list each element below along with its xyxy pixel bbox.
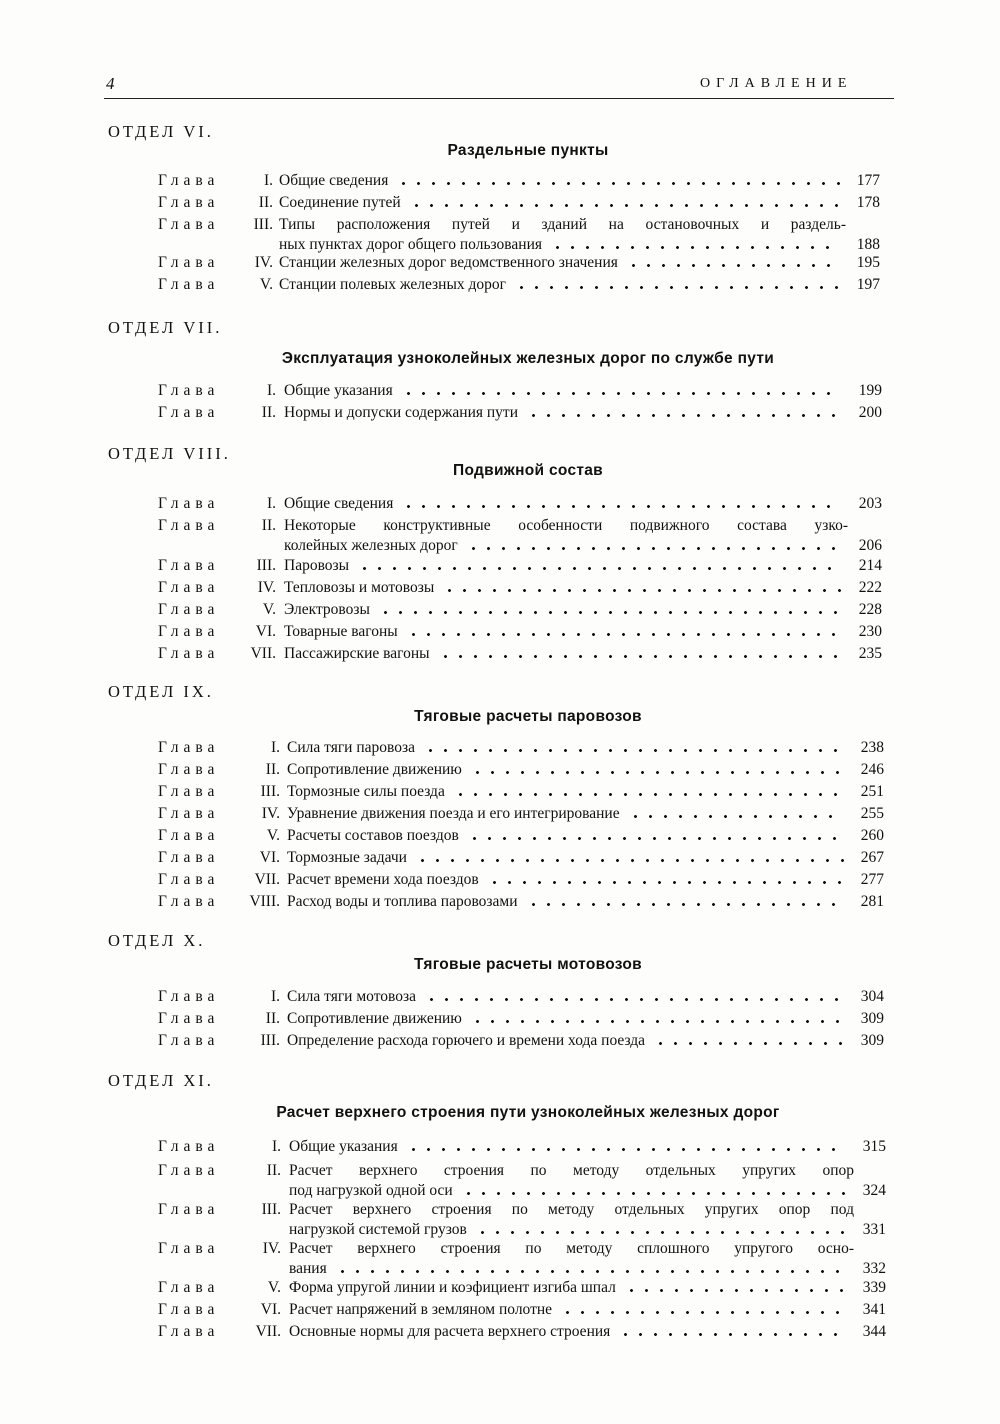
chapter-title-line: Некоторые конструктивные особенности подвижного состава узко- bbox=[284, 517, 848, 534]
chapter-title-line: Общие сведения bbox=[279, 172, 389, 189]
page-ref: 331 bbox=[862, 1221, 886, 1238]
chapter-title-line: Станции железных дорог ведомственного значения bbox=[279, 254, 618, 271]
toc-entry[interactable] bbox=[0, 803, 1000, 825]
toc-entry[interactable] bbox=[0, 1238, 1000, 1280]
department-title: Эксплуатация узноколейных железных дорог по службе пути bbox=[281, 350, 775, 367]
chapter-number: V. bbox=[267, 1279, 281, 1296]
chapter-title-line: Соединение путей bbox=[279, 194, 401, 211]
page-number: 4 bbox=[106, 74, 115, 93]
chapter-label: Глава bbox=[158, 1162, 220, 1179]
chapter-title-line: Общие указания bbox=[289, 1138, 398, 1155]
toc-entry[interactable] bbox=[0, 891, 1000, 913]
chapter-title-line: Типы расположения путей и зданий на остановочных и раздель- bbox=[279, 216, 846, 233]
page-ref: 251 bbox=[860, 783, 884, 800]
toc-entry[interactable] bbox=[0, 515, 1000, 557]
toc-entry[interactable] bbox=[0, 1008, 1000, 1030]
toc-entry[interactable] bbox=[0, 192, 1000, 214]
chapter-number: I. bbox=[266, 382, 276, 399]
dot-leader bbox=[470, 771, 844, 774]
dot-leader bbox=[406, 633, 842, 636]
page-ref: 238 bbox=[860, 739, 884, 756]
toc-entry[interactable] bbox=[0, 986, 1000, 1008]
chapter-label: Глава bbox=[158, 1323, 220, 1340]
page-ref: 199 bbox=[858, 382, 882, 399]
dot-leader bbox=[335, 1270, 846, 1273]
dot-leader bbox=[423, 749, 844, 752]
page-ref: 304 bbox=[860, 988, 884, 1005]
chapter-number: I. bbox=[266, 495, 276, 512]
chapter-label: Глава bbox=[158, 1010, 220, 1027]
chapter-number: VI. bbox=[260, 1301, 281, 1318]
chapter-number: II. bbox=[261, 517, 276, 534]
chapter-number: II. bbox=[261, 404, 276, 421]
department-label: ОТДЕЛ X. bbox=[108, 931, 206, 950]
chapter-number: IV. bbox=[257, 579, 276, 596]
toc-entry[interactable] bbox=[0, 599, 1000, 621]
chapter-title-line: Общие сведения bbox=[284, 495, 394, 512]
page-ref: 341 bbox=[862, 1301, 886, 1318]
chapter-title-line: вания bbox=[289, 1260, 327, 1277]
toc-entry[interactable] bbox=[0, 781, 1000, 803]
chapter-title-line: ных пунктах дорог общего пользования bbox=[279, 236, 543, 253]
chapter-number: II. bbox=[265, 1010, 280, 1027]
page-ref: 197 bbox=[856, 276, 880, 293]
toc-entry[interactable] bbox=[0, 402, 1000, 424]
page-ref: 230 bbox=[858, 623, 882, 640]
chapter-title-line: Сила тяги паровоза bbox=[287, 739, 415, 756]
dot-leader bbox=[467, 837, 844, 840]
chapter-title-line: Расчет верхнего строения по методу отдельных упругих опор под bbox=[289, 1201, 854, 1218]
department-title: Расчет верхнего строения пути узноколейных железных дорог bbox=[276, 1104, 780, 1121]
page-ref: 222 bbox=[858, 579, 882, 596]
toc-entry[interactable] bbox=[0, 621, 1000, 643]
chapter-number: VIII. bbox=[249, 893, 280, 910]
chapter-label: Глава bbox=[158, 276, 220, 293]
chapter-title-line: колейных железных дорог bbox=[284, 537, 458, 554]
chapter-label: Глава bbox=[158, 988, 220, 1005]
chapter-label: Глава bbox=[158, 849, 220, 866]
dot-leader bbox=[626, 264, 840, 267]
chapter-number: V. bbox=[259, 276, 273, 293]
toc-entry[interactable] bbox=[0, 825, 1000, 847]
chapter-title-line: под нагрузкой одной оси bbox=[289, 1182, 453, 1199]
toc-entry[interactable] bbox=[0, 737, 1000, 759]
page-ref: 206 bbox=[858, 537, 882, 554]
department-label: ОТДЕЛ VI. bbox=[108, 122, 214, 141]
chapter-label: Глава bbox=[158, 194, 220, 211]
department-title: Тяговые расчеты мотовозов bbox=[414, 956, 642, 973]
department-label: ОТДЕЛ XI. bbox=[108, 1071, 214, 1090]
chapter-title-line: Сила тяги мотовоза bbox=[287, 988, 416, 1005]
toc-entry[interactable] bbox=[0, 759, 1000, 781]
dot-leader bbox=[475, 1231, 846, 1234]
toc-entry[interactable] bbox=[0, 274, 1000, 296]
chapter-label: Глава bbox=[158, 557, 220, 574]
chapter-title-line: нагрузкой системой грузов bbox=[289, 1221, 467, 1238]
page-ref: 277 bbox=[860, 871, 884, 888]
chapter-number: II. bbox=[265, 761, 280, 778]
toc-entry[interactable] bbox=[0, 847, 1000, 869]
page-ref: 246 bbox=[860, 761, 884, 778]
dot-leader bbox=[526, 903, 844, 906]
chapter-label: Глава bbox=[158, 216, 220, 233]
toc-entry[interactable] bbox=[0, 214, 1000, 256]
chapter-title-line: Определение расхода горючего и времени хода поезда bbox=[287, 1032, 646, 1049]
page-ref: 177 bbox=[856, 172, 880, 189]
toc-entry[interactable] bbox=[0, 1299, 1000, 1321]
chapter-label: Глава bbox=[158, 579, 220, 596]
page-ref: 332 bbox=[862, 1260, 886, 1277]
dot-leader bbox=[470, 1020, 844, 1023]
chapter-number: III. bbox=[260, 1032, 280, 1049]
chapter-title-line: Товарные вагоны bbox=[284, 623, 398, 640]
chapter-number: I. bbox=[270, 739, 280, 756]
page-ref: 344 bbox=[862, 1323, 886, 1340]
chapter-number: III. bbox=[260, 783, 280, 800]
chapter-number: III. bbox=[253, 216, 273, 233]
dot-leader bbox=[409, 204, 840, 207]
chapter-label: Глава bbox=[158, 1279, 220, 1296]
chapter-title-line: Нормы и допуски содержания пути bbox=[284, 404, 518, 421]
toc-entry[interactable] bbox=[0, 380, 1000, 402]
chapter-number: VI. bbox=[259, 849, 280, 866]
dot-leader bbox=[401, 392, 842, 395]
dot-leader bbox=[487, 881, 844, 884]
chapter-label: Глава bbox=[158, 893, 220, 910]
chapter-number: II. bbox=[266, 1162, 281, 1179]
dot-leader bbox=[396, 182, 840, 185]
department-label: ОТДЕЛ VIII. bbox=[108, 444, 231, 463]
dot-leader bbox=[401, 505, 842, 508]
chapter-label: Глава bbox=[158, 1138, 220, 1155]
chapter-title-line: Станции полевых железных дорог bbox=[279, 276, 506, 293]
page-ref: 255 bbox=[860, 805, 884, 822]
dot-leader bbox=[466, 547, 842, 550]
chapter-title-line: Тепловозы и мотовозы bbox=[284, 579, 435, 596]
page-ref: 267 bbox=[860, 849, 884, 866]
chapter-number: VII. bbox=[250, 645, 276, 662]
chapter-title-line: Пассажирские вагоны bbox=[284, 645, 430, 662]
toc-entry[interactable] bbox=[0, 1277, 1000, 1299]
toc-entry[interactable] bbox=[0, 1199, 1000, 1241]
chapter-title-line: Уравнение движения поезда и его интегрирование bbox=[287, 805, 620, 822]
chapter-label: Глава bbox=[158, 645, 220, 662]
chapter-number: II. bbox=[258, 194, 273, 211]
chapter-label: Глава bbox=[158, 495, 220, 512]
chapter-number: VII. bbox=[255, 1323, 281, 1340]
toc-entry[interactable] bbox=[0, 643, 1000, 665]
page-ref: 315 bbox=[862, 1138, 886, 1155]
dot-leader bbox=[526, 414, 842, 417]
dot-leader bbox=[653, 1042, 844, 1045]
chapter-number: IV. bbox=[261, 805, 280, 822]
toc-entry[interactable] bbox=[0, 1136, 1000, 1158]
chapter-label: Глава bbox=[158, 739, 220, 756]
toc-entry[interactable] bbox=[0, 1030, 1000, 1052]
chapter-label: Глава bbox=[158, 382, 220, 399]
page-ref: 260 bbox=[860, 827, 884, 844]
chapter-label: Глава bbox=[158, 517, 220, 534]
dot-leader bbox=[357, 567, 842, 570]
department-label: ОТДЕЛ VII. bbox=[108, 318, 223, 337]
dot-leader bbox=[438, 655, 842, 658]
chapter-title-line: Электровозы bbox=[284, 601, 370, 618]
chapter-number: V. bbox=[262, 601, 276, 618]
department-label: ОТДЕЛ IX. bbox=[108, 682, 214, 701]
dot-leader bbox=[453, 793, 844, 796]
page-ref: 188 bbox=[856, 236, 880, 253]
page-ref: 235 bbox=[858, 645, 882, 662]
dot-leader bbox=[514, 286, 840, 289]
chapter-number: I. bbox=[263, 172, 273, 189]
chapter-title-line: Тормозные силы поезда bbox=[287, 783, 445, 800]
dot-leader bbox=[560, 1311, 846, 1314]
department-title: Тяговые расчеты паровозов bbox=[414, 708, 642, 725]
chapter-title-line: Расчеты составов поездов bbox=[287, 827, 459, 844]
toc-entry[interactable] bbox=[0, 1321, 1000, 1343]
page-ref: 214 bbox=[858, 557, 882, 574]
department-title: Раздельные пункты bbox=[447, 142, 609, 159]
page-ref: 178 bbox=[856, 194, 880, 211]
page-ref: 195 bbox=[856, 254, 880, 271]
department-title: Подвижной состав bbox=[453, 462, 603, 479]
toc-entry[interactable] bbox=[0, 577, 1000, 599]
dot-leader bbox=[618, 1333, 846, 1336]
page-ref: 200 bbox=[858, 404, 882, 421]
page-ref: 309 bbox=[860, 1010, 884, 1027]
chapter-title-line: Тормозные задачи bbox=[287, 849, 407, 866]
toc-entry[interactable] bbox=[0, 555, 1000, 577]
chapter-number: VI. bbox=[255, 623, 276, 640]
header-rule bbox=[104, 98, 894, 99]
page-ref: 309 bbox=[860, 1032, 884, 1049]
chapter-label: Глава bbox=[158, 761, 220, 778]
chapter-label: Глава bbox=[158, 827, 220, 844]
chapter-number: VII. bbox=[254, 871, 280, 888]
chapter-label: Глава bbox=[158, 254, 220, 271]
chapter-label: Глава bbox=[158, 783, 220, 800]
dot-leader bbox=[550, 246, 840, 249]
chapter-title-line: Сопротивление движению bbox=[287, 1010, 462, 1027]
chapter-label: Глава bbox=[158, 1201, 220, 1218]
dot-leader bbox=[461, 1192, 846, 1195]
chapter-title-line: Расчет времени хода поездов bbox=[287, 871, 479, 888]
chapter-label: Глава bbox=[158, 871, 220, 888]
chapter-label: Глава bbox=[158, 1032, 220, 1049]
chapter-label: Глава bbox=[158, 601, 220, 618]
chapter-label: Глава bbox=[158, 1240, 220, 1257]
chapter-label: Глава bbox=[158, 404, 220, 421]
chapter-number: I. bbox=[270, 988, 280, 1005]
page-ref: 203 bbox=[858, 495, 882, 512]
chapter-title-line: Расчет верхнего строения по методу отдельных упругих опор bbox=[289, 1162, 854, 1179]
chapter-number: III. bbox=[256, 557, 276, 574]
page-ref: 324 bbox=[862, 1182, 886, 1199]
chapter-title-line: Расчет верхнего строения по методу сплошного упругого осно- bbox=[289, 1240, 854, 1257]
dot-leader bbox=[406, 1148, 846, 1151]
chapter-number: I. bbox=[271, 1138, 281, 1155]
dot-leader bbox=[624, 1289, 846, 1292]
chapter-label: Глава bbox=[158, 172, 220, 189]
page-ref: 281 bbox=[860, 893, 884, 910]
chapter-title-line: Расчет напряжений в земляном полотне bbox=[289, 1301, 553, 1318]
chapter-title-line: Общие указания bbox=[284, 382, 393, 399]
chapter-number: III. bbox=[261, 1201, 281, 1218]
toc-entry[interactable] bbox=[0, 869, 1000, 891]
toc-entry[interactable] bbox=[0, 252, 1000, 274]
chapter-label: Глава bbox=[158, 805, 220, 822]
chapter-label: Глава bbox=[158, 1301, 220, 1318]
chapter-number: IV. bbox=[262, 1240, 281, 1257]
toc-entry[interactable] bbox=[0, 493, 1000, 515]
chapter-number: V. bbox=[266, 827, 280, 844]
running-title: ОГЛАВЛЕНИЕ bbox=[700, 76, 853, 91]
chapter-title-line: Сопротивление движению bbox=[287, 761, 462, 778]
chapter-number: IV. bbox=[254, 254, 273, 271]
chapter-title-line: Форма упругой линии и коэфициент изгиба шпал bbox=[289, 1279, 616, 1296]
chapter-title-line: Расход воды и топлива паровозами bbox=[287, 893, 518, 910]
page-ref: 228 bbox=[858, 601, 882, 618]
dot-leader bbox=[415, 859, 844, 862]
chapter-title-line: Основные нормы для расчета верхнего строения bbox=[289, 1323, 611, 1340]
chapter-label: Глава bbox=[158, 623, 220, 640]
dot-leader bbox=[424, 998, 844, 1001]
toc-entry[interactable] bbox=[0, 1160, 1000, 1202]
dot-leader bbox=[628, 815, 844, 818]
toc-entry[interactable] bbox=[0, 170, 1000, 192]
dot-leader bbox=[442, 589, 842, 592]
page-ref: 339 bbox=[862, 1279, 886, 1296]
chapter-title-line: Паровозы bbox=[284, 557, 350, 574]
dot-leader bbox=[378, 611, 842, 614]
